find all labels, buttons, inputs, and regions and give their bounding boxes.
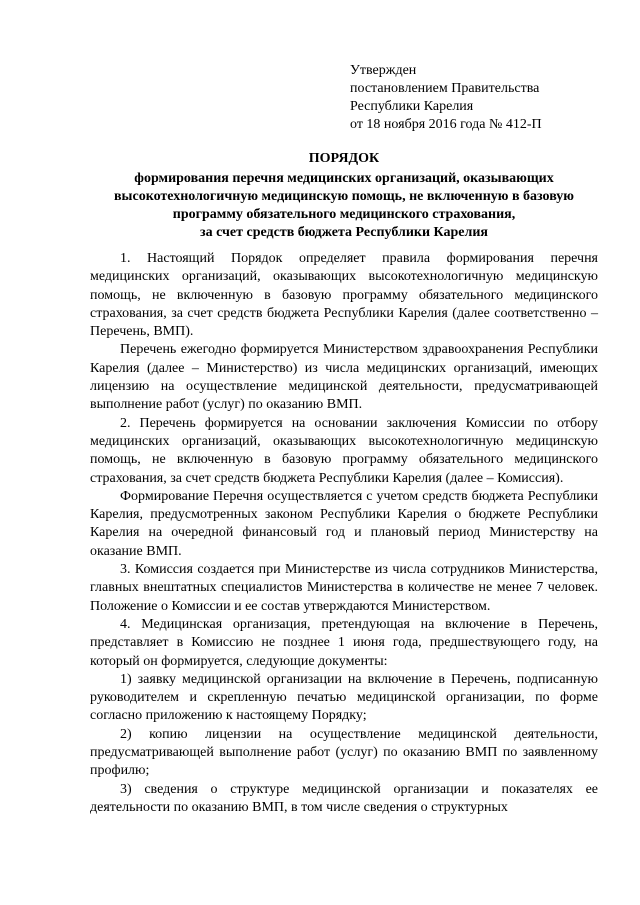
document-title <box>84 150 604 242</box>
paragraph: 1. Настоящий Порядок определяет правила формирования перечня медицинских организаций, оказывающих высокотехнологичную медицинскую помощь, не включенную в базовую программу обязательного медицинского страхования, за счет средств бюджета Республики Карелия (далее соответственно – Перечень, ВМП). <box>90 251 598 340</box>
list-item: 2) копию лицензии на осуществление медицинской деятельности, предусматривающей выполнение работ (услуг) по оказанию ВМП по заявленному профилю; <box>90 726 598 779</box>
approval-line: постановлением Правительства <box>350 81 540 96</box>
paragraph: 4. Медицинская организация, претендующая на включение в Перечень, представляет в Комиссию не позднее 1 июня года, предшествующего году, на который он формируется, следующие документы: <box>90 616 598 669</box>
paragraph: Формирование Перечня осуществляется с учетом средств бюджета Республики Карелия, предусмотренных законом Республики Карелия о бюджете Республики Карелия на очередной финансовый год и плановый период Министерству на оказание ВМП. <box>90 488 598 559</box>
document-body <box>90 250 598 817</box>
paragraph: 2. Перечень формируется на основании заключения Комиссии по отбору медицинских организаций, оказывающих высокотехнологичную медицинскую помощь, не включенную в базовую программу обязательного медицинского страхования, за счет средств бюджета Республики Карелия (далее – Комиссия). <box>90 415 598 486</box>
approval-stamp <box>350 62 542 134</box>
title-line: формирования перечня медицинских организаций, оказывающих <box>134 171 554 186</box>
list-item: 3) сведения о структуре медицинской организации и показателях ее деятельности по оказанию ВМП, в том числе сведения о структурных <box>90 781 598 815</box>
approval-line: Республики Карелия <box>350 99 474 114</box>
approval-line: Утвержден <box>350 63 417 78</box>
paragraph: Перечень ежегодно формируется Министерством здравоохранения Республики Карелия (далее – Министерство) из числа медицинских организаций, имеющих лицензию на осуществление медицинской деятельности, предусматривающей выполнение работ (услуг) по оказанию ВМП. <box>90 342 598 413</box>
title-line: за счет средств бюджета Республики Карелия <box>199 225 489 240</box>
title-line: высокотехнологичную медицинскую помощь, не включенную в базовую <box>113 189 574 204</box>
title-heading: ПОРЯДОК <box>308 151 380 166</box>
approval-date-line: от 18 ноября 2016 года № 412-П <box>350 117 542 132</box>
paragraph: 3. Комиссия создается при Министерстве из числа сотрудников Министерства, главных внештатных специалистов Министерства в количестве не менее 7 человек. Положение о Комиссии и ее состав утверждаются Министерством. <box>90 562 598 614</box>
title-line: программу обязательного медицинского страхования, <box>172 207 516 222</box>
list-item: 1) заявку медицинской организации на включение в Перечень, подписанную руководителем и скрепленную печатью медицинской организации, по форме согласно приложению к настоящему Порядку; <box>90 671 598 724</box>
